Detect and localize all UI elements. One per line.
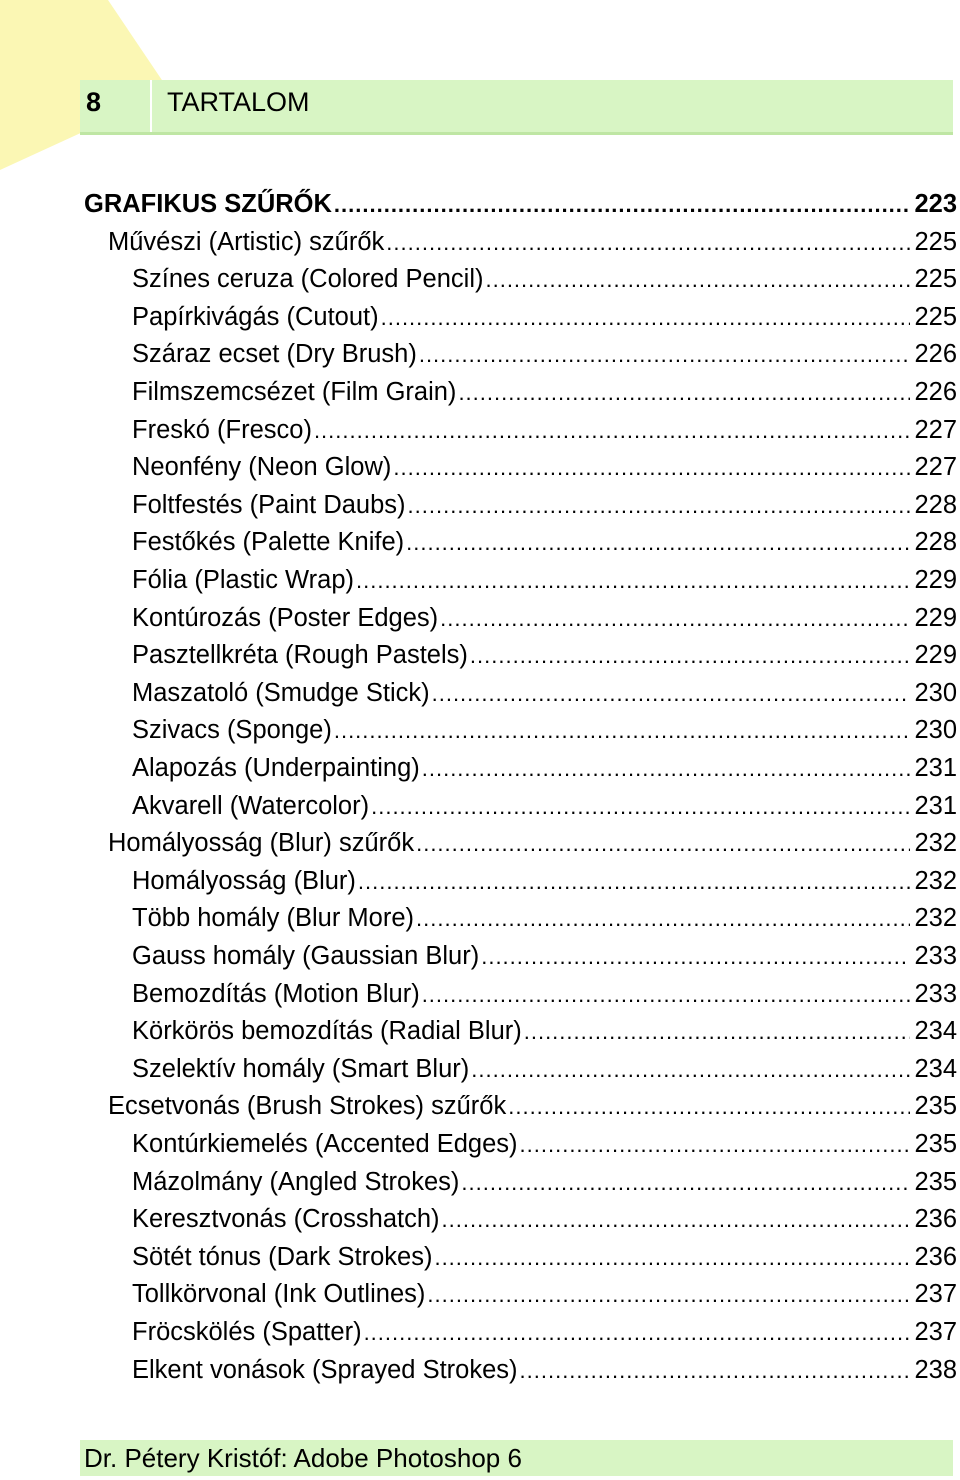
toc-entry-page: 237 bbox=[914, 1280, 957, 1309]
toc-dot-leader bbox=[406, 524, 910, 562]
toc-dot-leader bbox=[432, 675, 911, 713]
toc-dot-leader bbox=[393, 449, 910, 487]
toc-entry[interactable] bbox=[132, 298, 957, 336]
toc-entry[interactable] bbox=[132, 486, 957, 524]
toc-entry-label: Maszatoló (Smudge Stick) bbox=[132, 678, 430, 707]
toc-entry-label: Művészi (Artistic) szűrők bbox=[108, 227, 385, 256]
toc-dot-leader bbox=[440, 600, 910, 638]
toc-dot-leader bbox=[416, 900, 910, 938]
page-number: 8 bbox=[86, 87, 102, 117]
toc-entry[interactable] bbox=[132, 937, 957, 975]
toc-entry-label: Több homály (Blur More) bbox=[132, 904, 415, 933]
toc-entry-page: 226 bbox=[914, 378, 957, 406]
toc-entry-label: Gauss homály (Gaussian Blur) bbox=[132, 942, 480, 970]
toc-entry[interactable] bbox=[132, 674, 957, 712]
toc-dot-leader bbox=[461, 1164, 910, 1202]
toc-entry-label: Szelektív homály (Smart Blur) bbox=[132, 1054, 470, 1083]
toc-entry-page: 227 bbox=[914, 453, 957, 482]
toc-entry-label: Tollkörvonal (Ink Outlines) bbox=[132, 1280, 426, 1309]
toc-entry-page: 228 bbox=[914, 490, 957, 519]
toc-entry-label: Elkent vonások (Sprayed Strokes) bbox=[132, 1355, 518, 1384]
toc-entry[interactable] bbox=[132, 1050, 957, 1088]
toc-dot-leader bbox=[408, 487, 911, 525]
toc-entry-page: 225 bbox=[914, 302, 957, 331]
toc-entry[interactable] bbox=[132, 749, 957, 787]
toc-entry[interactable] bbox=[108, 223, 957, 261]
toc-entry[interactable] bbox=[132, 975, 957, 1013]
toc-entry-page: 229 bbox=[914, 566, 957, 594]
toc-entry[interactable] bbox=[84, 185, 957, 223]
toc-entry[interactable] bbox=[132, 1125, 957, 1163]
toc-entry-page: 230 bbox=[914, 678, 957, 707]
toc-entry-label: Szivacs (Sponge) bbox=[132, 716, 332, 745]
toc-entry-page: 231 bbox=[914, 791, 957, 820]
toc-entry-label: Bemozdítás (Motion Blur) bbox=[132, 979, 420, 1008]
toc-entry[interactable] bbox=[132, 1275, 957, 1313]
toc-entry[interactable] bbox=[132, 1238, 957, 1276]
toc-entry-label: Mázolmány (Angled Strokes) bbox=[132, 1167, 460, 1196]
toc-dot-leader bbox=[356, 562, 910, 600]
toc-dot-leader bbox=[508, 1088, 910, 1126]
toc-entry-page: 236 bbox=[914, 1205, 957, 1234]
toc-entry[interactable] bbox=[132, 599, 957, 637]
toc-entry-label: Kontúrkiemelés (Accented Edges) bbox=[132, 1130, 518, 1158]
toc-entry-page: 223 bbox=[914, 190, 957, 218]
toc-entry-page: 225 bbox=[914, 227, 957, 256]
toc-dot-leader bbox=[470, 637, 911, 675]
toc-entry-label: Száraz ecset (Dry Brush) bbox=[132, 340, 417, 369]
toc-entry[interactable] bbox=[132, 711, 957, 749]
page-title: TARTALOM bbox=[167, 87, 310, 117]
toc-dot-leader bbox=[364, 1314, 911, 1352]
toc-dot-leader bbox=[481, 938, 910, 976]
toc-entry[interactable] bbox=[132, 862, 957, 900]
toc-entry-label: Sötét tónus (Dark Strokes) bbox=[132, 1242, 433, 1271]
toc-entry-page: 229 bbox=[914, 603, 957, 632]
toc-entry-label: Körkörös bemozdítás (Radial Blur) bbox=[132, 1017, 522, 1046]
toc-entry-page: 232 bbox=[914, 866, 957, 895]
toc-entry-page: 229 bbox=[914, 641, 957, 670]
footer-text: Dr. Pétery Kristóf: Adobe Photoshop 6 bbox=[84, 1443, 522, 1473]
toc-entry-label: Fröcskölés (Spatter) bbox=[132, 1318, 362, 1346]
toc-entry-page: 237 bbox=[914, 1318, 957, 1346]
toc-entry-page: 235 bbox=[914, 1167, 957, 1196]
toc-entry-page: 230 bbox=[914, 716, 957, 745]
toc-entry[interactable] bbox=[132, 787, 957, 825]
toc-entry[interactable] bbox=[132, 1012, 957, 1050]
toc-entry-label: Ecsetvonás (Brush Strokes) szűrők bbox=[108, 1092, 507, 1121]
toc-dot-leader bbox=[458, 374, 910, 412]
toc-entry-label: Akvarell (Watercolor) bbox=[132, 791, 370, 820]
toc-dot-leader bbox=[442, 1201, 911, 1239]
header-divider bbox=[150, 80, 152, 132]
toc-dot-leader bbox=[314, 412, 911, 450]
toc-dot-leader bbox=[422, 750, 911, 788]
toc-entry[interactable] bbox=[132, 335, 957, 373]
toc-dot-leader bbox=[520, 1126, 911, 1164]
toc-dot-leader bbox=[427, 1276, 910, 1314]
toc-entry-page: 236 bbox=[914, 1242, 957, 1271]
toc-entry-label: Homályosság (Blur) szűrők bbox=[108, 829, 415, 858]
toc-entry-page: 232 bbox=[914, 829, 957, 858]
toc-entry-label: Neonfény (Neon Glow) bbox=[132, 453, 392, 482]
toc-dot-leader bbox=[485, 261, 910, 299]
toc-entry-page: 234 bbox=[914, 1017, 957, 1046]
toc-entry[interactable] bbox=[132, 523, 957, 561]
toc-entry-page: 233 bbox=[914, 979, 957, 1008]
page-footer bbox=[80, 1440, 953, 1476]
toc-entry[interactable] bbox=[132, 1200, 957, 1238]
toc-entry-page: 228 bbox=[914, 528, 957, 557]
toc-dot-leader bbox=[358, 863, 911, 901]
toc-dot-leader bbox=[419, 336, 911, 374]
toc-entry-label: Alapozás (Underpainting) bbox=[132, 754, 420, 782]
toc-dot-leader bbox=[434, 1239, 910, 1277]
toc-entry-label: Homályosság (Blur) bbox=[132, 866, 356, 895]
toc-entry-page: 235 bbox=[914, 1130, 957, 1158]
toc-entry-page: 231 bbox=[914, 754, 957, 782]
toc-entry[interactable] bbox=[108, 824, 957, 862]
toc-entry[interactable] bbox=[108, 1087, 957, 1125]
toc-entry-label: GRAFIKUS SZŰRŐK bbox=[84, 190, 332, 218]
toc-entry-label: Papírkivágás (Cutout) bbox=[132, 302, 379, 331]
toc-entry-label: Színes ceruza (Colored Pencil) bbox=[132, 265, 484, 294]
toc-entry[interactable] bbox=[132, 1351, 957, 1389]
toc-entry-page: 235 bbox=[914, 1092, 957, 1121]
toc-entry-page: 232 bbox=[914, 904, 957, 933]
toc-entry-page: 233 bbox=[914, 942, 957, 970]
page-header bbox=[80, 80, 953, 135]
toc-entry-label: Freskó (Fresco) bbox=[132, 415, 312, 444]
toc-entry-label: Kontúrozás (Poster Edges) bbox=[132, 603, 439, 632]
toc-entry-page: 234 bbox=[914, 1054, 957, 1083]
toc-dot-leader bbox=[422, 976, 911, 1014]
toc-dot-leader bbox=[520, 1352, 911, 1390]
toc-dot-leader bbox=[471, 1051, 910, 1089]
toc-dot-leader bbox=[386, 224, 910, 262]
toc-entry[interactable] bbox=[132, 373, 957, 411]
toc-entry[interactable] bbox=[132, 1163, 957, 1201]
toc-entry-label: Filmszemcsézet (Film Grain) bbox=[132, 378, 457, 406]
toc-entry-page: 226 bbox=[914, 340, 957, 369]
toc-entry[interactable] bbox=[132, 636, 957, 674]
toc-entry-page: 238 bbox=[914, 1355, 957, 1384]
toc-entry-label: Festőkés (Palette Knife) bbox=[132, 528, 405, 557]
toc-entry-label: Foltfestés (Paint Daubs) bbox=[132, 490, 406, 519]
toc-entry-label: Keresztvonás (Crosshatch) bbox=[132, 1205, 440, 1234]
toc-entry[interactable] bbox=[132, 260, 957, 298]
toc-dot-leader bbox=[381, 299, 911, 337]
toc-entry-page: 225 bbox=[914, 265, 957, 294]
toc-entry-label: Fólia (Plastic Wrap) bbox=[132, 566, 354, 594]
toc-entry[interactable] bbox=[132, 448, 957, 486]
toc-entry-label: Pasztellkréta (Rough Pastels) bbox=[132, 641, 468, 670]
toc-entry-page: 227 bbox=[914, 415, 957, 444]
toc-dot-leader bbox=[371, 788, 910, 826]
toc-dot-leader bbox=[524, 1013, 911, 1051]
toc-dot-leader bbox=[334, 712, 911, 750]
toc-dot-leader bbox=[416, 825, 910, 863]
toc-entry[interactable] bbox=[132, 561, 957, 599]
toc-entry[interactable] bbox=[132, 899, 957, 937]
toc-entry[interactable] bbox=[132, 411, 957, 449]
toc-entry[interactable] bbox=[132, 1313, 957, 1351]
toc-dot-leader bbox=[334, 186, 911, 224]
